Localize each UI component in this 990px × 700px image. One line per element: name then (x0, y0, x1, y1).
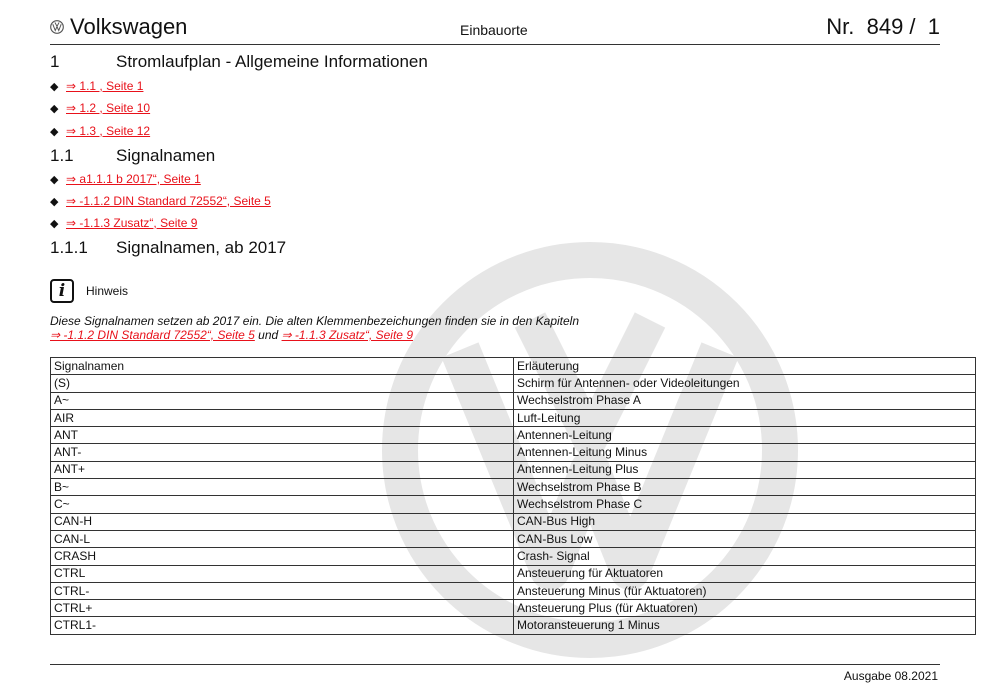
column-header-signalnamen: Signalnamen (51, 358, 514, 375)
table-row: ANT- Antennen-Leitung Minus (51, 444, 976, 461)
link-section-1-1-1[interactable]: ⇒ a1.1.1 b 2017“, Seite 1 (66, 172, 201, 186)
table-row: AIR Luft-Leitung (51, 409, 976, 426)
section-heading-1: 1 Stromlaufplan - Allgemeine Informationen (50, 52, 428, 71)
table-header-row (51, 358, 976, 375)
table-row: ANT Antennen-Leitung (51, 427, 976, 444)
note-link-zusatz[interactable]: ⇒ -1.1.3 Zusatz“, Seite 9 (281, 328, 413, 342)
diamond-bullet-icon: ◆ (50, 173, 59, 186)
link-section-1-1[interactable]: ⇒ 1.1 , Seite 1 (66, 79, 144, 93)
column-header-erlaeuterung: Erläuterung (514, 358, 976, 375)
table-row: CTRL- Ansteuerung Minus (für Aktuatoren) (51, 582, 976, 599)
table-row: (S) Schirm für Antennen- oder Videoleitungen (51, 375, 976, 392)
list-item (50, 124, 150, 138)
table-row: CAN-L CAN-Bus Low (51, 530, 976, 547)
table-row: B~ Wechselstrom Phase B (51, 479, 976, 496)
diamond-bullet-icon: ◆ (50, 80, 59, 93)
list-item (50, 101, 150, 115)
list-item (50, 194, 271, 208)
list-item (50, 216, 197, 230)
table-row: ANT+ Antennen-Leitung Plus (51, 461, 976, 478)
brand (50, 14, 187, 40)
table-row: C~ Wechselstrom Phase C (51, 496, 976, 513)
table-row: CTRL+ Ansteuerung Plus (für Aktuatoren) (51, 600, 976, 617)
note-label: Hinweis (86, 284, 129, 298)
note-box (50, 279, 128, 303)
section-heading-1-1-1: 1.1.1 Signalnamen, ab 2017 (50, 238, 287, 257)
link-section-1-3[interactable]: ⇒ 1.3 , Seite 12 (66, 124, 151, 138)
info-icon: i (50, 279, 74, 303)
diamond-bullet-icon: ◆ (50, 217, 59, 230)
footer-divider (50, 664, 940, 665)
table-row: A~ Wechselstrom Phase A (51, 392, 976, 409)
document-category: Einbauorte (460, 22, 528, 38)
table-row: CRASH Crash- Signal (51, 548, 976, 565)
note-text: Diese Signalnamen setzen ab 2017 ein. Die alten Klemmenbezeichungen finden sie in den Kapiteln ⇒ -1.1.2 DIN Standard 72552“, Seite 5 und ⇒ -1.1.3 Zusatz“, Seite 9 (50, 314, 580, 342)
list-item (50, 79, 143, 93)
link-section-1-1-2[interactable]: ⇒ -1.1.2 DIN Standard 72552“, Seite 5 (66, 194, 271, 208)
vw-logo-icon (50, 20, 64, 34)
table-row: CAN-H CAN-Bus High (51, 513, 976, 530)
link-section-1-2[interactable]: ⇒ 1.2 , Seite 10 (66, 101, 151, 115)
page-header (50, 14, 940, 45)
section-heading-1-1: 1.1 Signalnamen (50, 146, 216, 165)
list-item (50, 172, 201, 186)
diamond-bullet-icon: ◆ (50, 125, 59, 138)
table-row: CTRL1- Motoransteuerung 1 Minus (51, 617, 976, 634)
note-link-din-standard[interactable]: ⇒ -1.1.2 DIN Standard 72552“, Seite 5 (50, 328, 255, 342)
diamond-bullet-icon: ◆ (50, 102, 59, 115)
document-number: Nr. 849 / 1 (826, 14, 940, 39)
diamond-bullet-icon: ◆ (50, 195, 59, 208)
table-row: CTRL Ansteuerung für Aktuatoren (51, 565, 976, 582)
signal-names-table (50, 357, 976, 635)
edition-label: Ausgabe 08.2021 (843, 669, 938, 683)
brand-name: Volkswagen (70, 14, 188, 39)
link-section-1-1-3[interactable]: ⇒ -1.1.3 Zusatz“, Seite 9 (66, 216, 198, 230)
